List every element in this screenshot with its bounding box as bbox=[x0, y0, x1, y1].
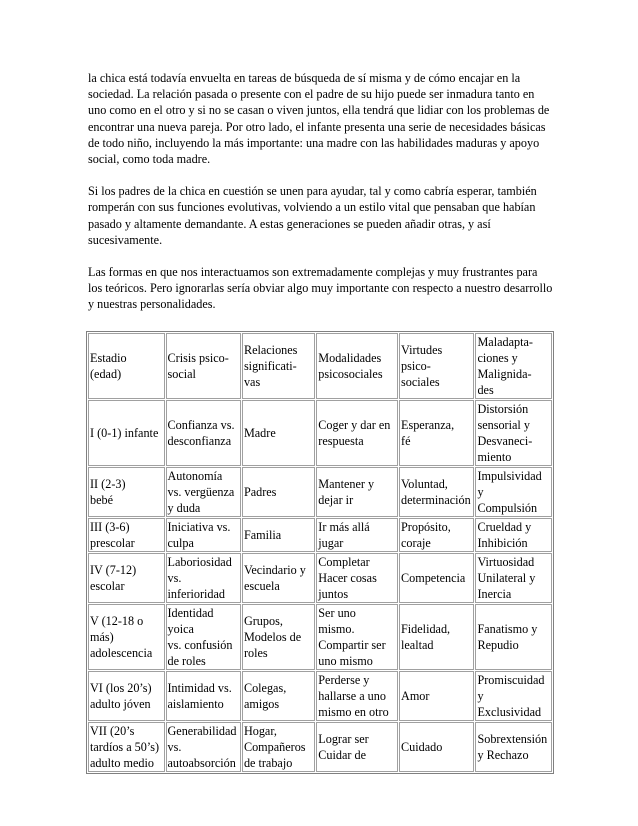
paragraph-1: la chica está todavía envuelta en tareas de búsqueda de sí misma y de cómo encajar en la sociedad. La relación pasada o presente con el padre de su hijo puede ser inmadura tanto en uno como en el otro y si no se casan o viven juntos, ella tendrá que lidiar con los problemas de encontrar una nueva pareja. Por otro lado, el infante presenta una serie de necesidades básicas de todo niño, incluyendo la más importante: una madre con las habilidades maduras y apoyo social, como toda madre. bbox=[88, 71, 550, 167]
document-body bbox=[88, 70, 553, 329]
table-cell: Iniciativa vs. culpa bbox=[166, 518, 241, 552]
table-header-cell: Virtudes psico- sociales bbox=[399, 333, 474, 399]
table-row bbox=[88, 604, 552, 670]
table-cell: Ir más allá jugar bbox=[316, 518, 398, 552]
table-row bbox=[88, 722, 552, 772]
table-cell: Perderse y hallarse a uno mismo en otro bbox=[316, 671, 398, 721]
table-cell: Padres bbox=[242, 467, 315, 517]
table-cell: Sobrextensión y Rechazo bbox=[475, 722, 552, 772]
table-cell: Generabilidad vs. autoabsorción bbox=[166, 722, 241, 772]
paragraph-2: Si los padres de la chica en cuestión se unen para ayudar, tal y como cabría esperar, también romperán con sus funciones evolutivas, volviendo a un estilo vital que pensaban que habían pasado y altamente demandante. A estas generaciones se pueden añadir otras, y así sucesivamente. bbox=[88, 184, 537, 247]
table-cell: Familia bbox=[242, 518, 315, 552]
table-cell: V (12-18 o más) adolescencia bbox=[88, 604, 165, 670]
table-cell: IV (7-12) escolar bbox=[88, 553, 165, 603]
table-cell: Madre bbox=[242, 400, 315, 466]
table-cell: Cuidado bbox=[399, 722, 474, 772]
table-header-cell: Relaciones significati- vas bbox=[242, 333, 315, 399]
table-cell: Identidad yoica vs. confusión de roles bbox=[166, 604, 241, 670]
table-cell: Vecindario y escuela bbox=[242, 553, 315, 603]
table-cell: Coger y dar en respuesta bbox=[316, 400, 398, 466]
table-cell: Impulsividad y Compulsión bbox=[475, 467, 552, 517]
table-cell: Lograr ser Cuidar de bbox=[316, 722, 398, 772]
table-cell: Promiscuidad y Exclusividad bbox=[475, 671, 552, 721]
table-row bbox=[88, 553, 552, 603]
paragraph-3: Las formas en que nos interactuamos son extremadamente complejas y muy frustrantes para los teóricos. Pero ignorarlas sería obviar algo muy importante con respecto a nuestro desarrollo y nuestras personalidades. bbox=[88, 265, 553, 312]
table-cell: Confianza vs. desconfianza bbox=[166, 400, 241, 466]
psychosocial-stages-table bbox=[86, 331, 554, 774]
table-header-cell: Modalidades psicosociales bbox=[316, 333, 398, 399]
table-cell: Hogar, Compañeros de trabajo bbox=[242, 722, 315, 772]
table-row bbox=[88, 467, 552, 517]
table-cell: Amor bbox=[399, 671, 474, 721]
table-cell: VI (los 20’s) adulto jóven bbox=[88, 671, 165, 721]
table-cell: Esperanza, fé bbox=[399, 400, 474, 466]
table-cell: Mantener y dejar ir bbox=[316, 467, 398, 517]
table-cell: Voluntad, determinación bbox=[399, 467, 474, 517]
table-cell: Virtuosidad Unilateral y Inercia bbox=[475, 553, 552, 603]
table-cell: Competencia bbox=[399, 553, 474, 603]
table-cell: Colegas, amigos bbox=[242, 671, 315, 721]
table-header-cell: Crisis psico- social bbox=[166, 333, 241, 399]
table-header-cell: Maladapta- ciones y Malignida- des bbox=[475, 333, 552, 399]
table-cell: Ser uno mismo. Compartir ser uno mismo bbox=[316, 604, 398, 670]
table-cell: Fidelidad, lealtad bbox=[399, 604, 474, 670]
table-header-row bbox=[88, 333, 552, 399]
table-row bbox=[88, 671, 552, 721]
table-cell: I (0-1) infante bbox=[88, 400, 165, 466]
table-cell: Completar Hacer cosas juntos bbox=[316, 553, 398, 603]
table-header-cell: Estadio (edad) bbox=[88, 333, 165, 399]
table-cell: Laboriosidad vs. inferioridad bbox=[166, 553, 241, 603]
table-row bbox=[88, 400, 552, 466]
table-cell: Propósito, coraje bbox=[399, 518, 474, 552]
table-cell: II (2-3) bebé bbox=[88, 467, 165, 517]
table-row bbox=[88, 518, 552, 552]
table-cell: Intimidad vs. aislamiento bbox=[166, 671, 241, 721]
table-cell: VII (20’s tardíos a 50’s) adulto medio bbox=[88, 722, 165, 772]
table-cell: Grupos, Modelos de roles bbox=[242, 604, 315, 670]
table-cell: Distorsión sensorial y Desvaneci- miento bbox=[475, 400, 552, 466]
table-cell: Autonomía vs. vergüenza y duda bbox=[166, 467, 241, 517]
table-cell: Crueldad y Inhibición bbox=[475, 518, 552, 552]
table-cell: Fanatismo y Repudio bbox=[475, 604, 552, 670]
table-cell: III (3-6) prescolar bbox=[88, 518, 165, 552]
